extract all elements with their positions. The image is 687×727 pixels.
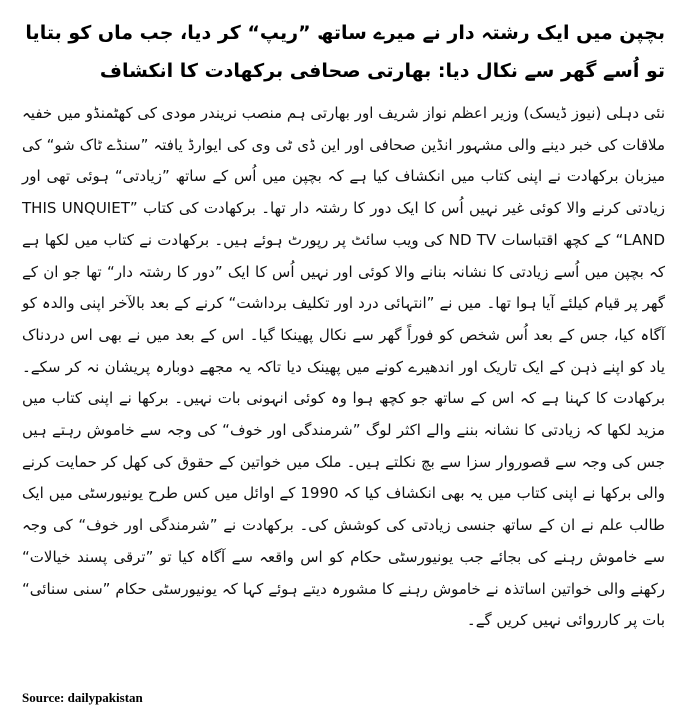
source-credit: Source: dailypakistan (22, 690, 143, 705)
article-body: نئی دہلی (نیوز ڈیسک) وزیر اعظم نواز شریف اور بھارتی ہم منصب نریندر مودی کی کھٹمنڈو میں خفیہ ملاقات کی خبر دینے والی مشہور انڈین صحافی اور این ڈی ٹی وی کی ایوارڈ یافتہ ”سنڈے ٹاک شو“ کی میزبان برکھادت نے اپنی کتاب میں انکشاف کیا ہے کہ بچپن میں اُس کے ساتھ ”زیادتی“ ہوئی تھی اور زیادتی کرنے والا کوئی غیر نہیں اُس کا ایک دور کا رشتہ دار تھا۔ برکھادت کی کتاب ”THIS UNQUIET LAND“ کے کچھ اقتباسات ND TV کی ویب سائٹ پر رپورٹ ہوئے ہیں۔ برکھادت نے کتاب میں لکھا ہے کہ بچپن میں اُسے زیادتی کا نشانہ بنانے والا کوئی اور نہیں اُس کا ایک ”دور کا رشتہ دار“ تھا جو ان کے گھر پر قیام کیلئے آیا ہوا تھا۔ میں نے ”انتہائی درد اور تکلیف برداشت“ کرنے کے بعد بالآخر اپنی والدہ کو آگاہ کیا، جس کے بعد اُس شخص کو فوراً گھر سے نکال پھینکا گیا۔ اس کے بعد میں نے بھی اس دردناک یاد کو اپنے ذہن کے ایک تاریک اور اندھیرے کونے میں پھینک دیا تاکہ یہ مجھے دوبارہ پریشان نہ کر سکے۔ برکھادت کا کہنا ہے کہ اس کے ساتھ جو کچھ ہوا وہ کوئی انہونی بات نہیں۔ برکھا نے اپنی کتاب میں مزید لکھا کہ زیادتی کا نشانہ بننے والے اکثر لوگ ”شرمندگی اور خوف“ کی وجہ سے خاموش رہتے ہیں جس کی وجہ سے قصوروار سزا سے بچ نکلتے ہیں۔ ملک میں خواتین کے حقوق کی کھل کر حمایت کرنے والی برکھا نے اپنی کتاب میں یہ بھی انکشاف کیا کہ 1990 کے اوائل میں کس طرح یونیورسٹی میں ایک طالب علم نے ان کے ساتھ جنسی زیادتی کی کوشش کی۔ برکھادت نے ”شرمندگی اور خوف“ کی وجہ سے خاموش رہنے کی بجائے جب یونیورسٹی حکام کو اس واقعہ سے آگاہ کیا تو ”ترقی پسند خیالات“ رکھنے والی خواتین اساتذہ نے خاموش رہنے کا مشورہ دیتے ہوئے کہا کہ یونیورسٹی حکام ”سنی سنائی“ بات پر کارروائی نہیں کریں گے۔ (22, 104, 665, 630)
article-headline: بچپن میں ایک رشتہ دار نے میرے ساتھ ”ریپ“ کر دیا، جب ماں کو بتایا تو اُسے گھر سے نکال دیا: بھارتی صحافی برکھادت کا انکشاف (25, 22, 665, 82)
